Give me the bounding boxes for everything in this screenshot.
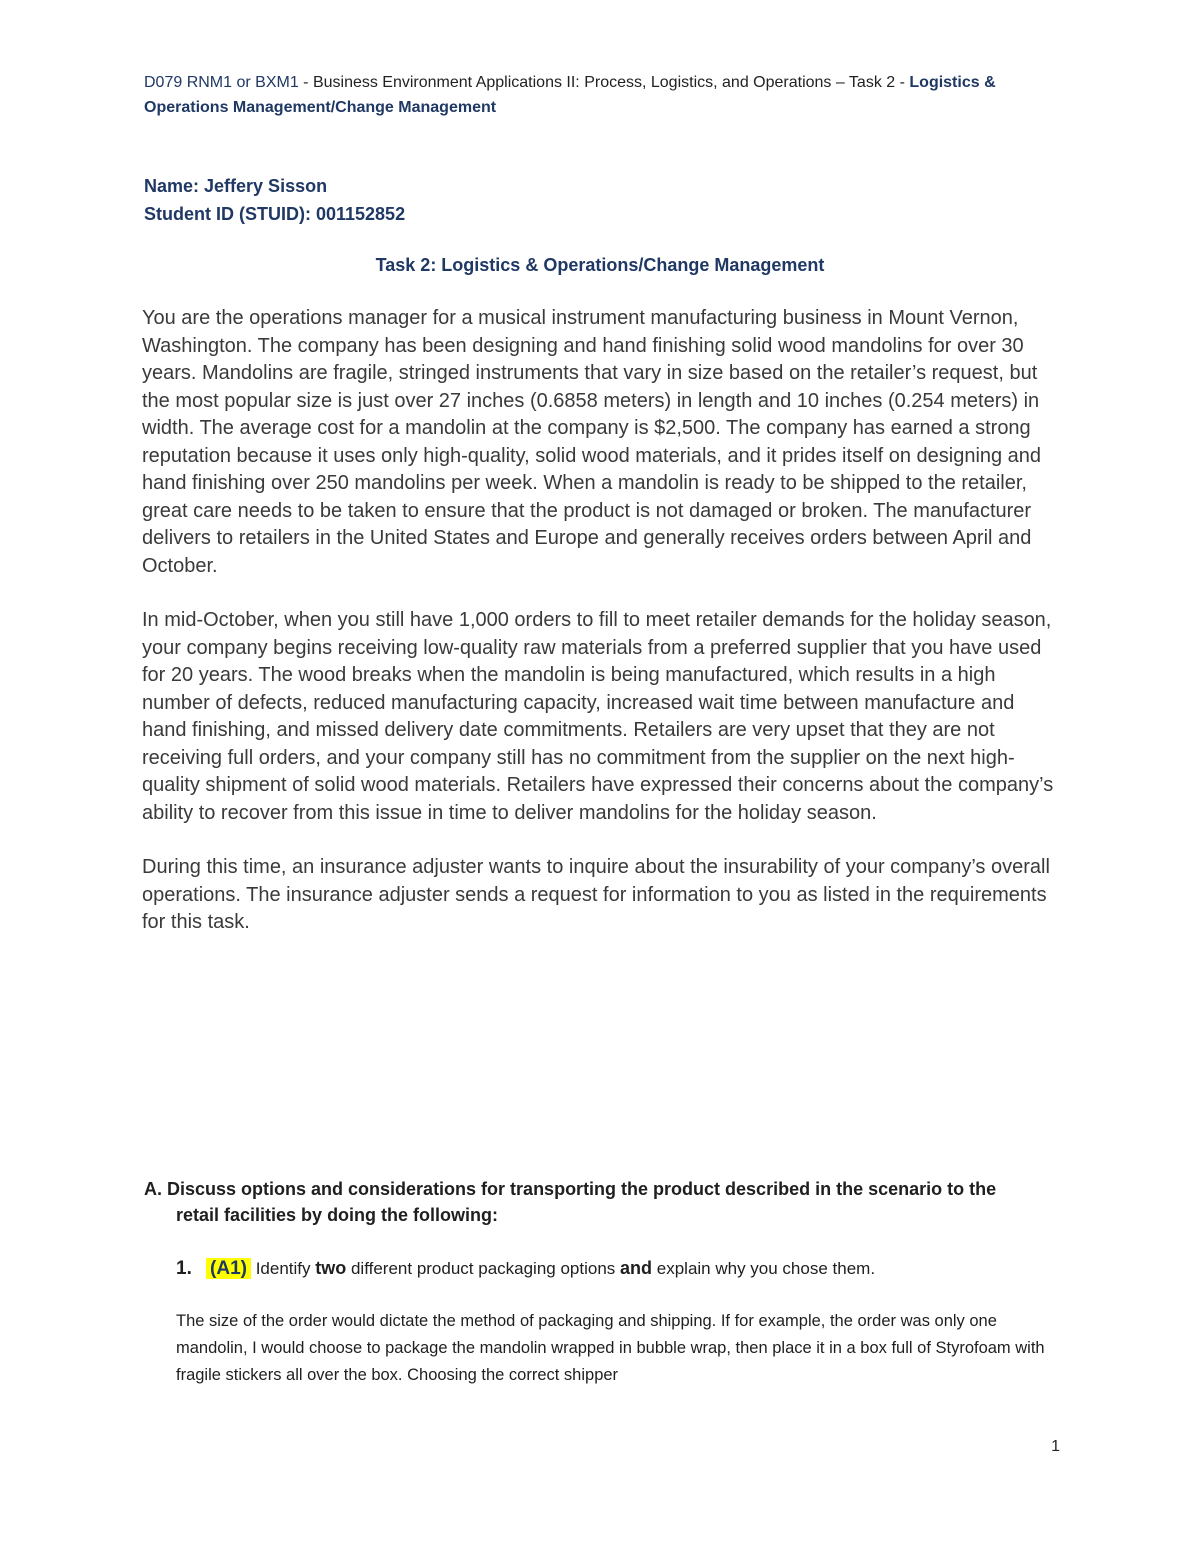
student-id: Student ID (STUID): 001152852 — [144, 204, 406, 224]
course-code: D079 RNM1 or BXM1 — [144, 74, 299, 91]
task-title: Task 2: Logistics & Operations/Change Management — [375, 255, 825, 275]
course-title: - Business Environment Applications II: Process, Logistics, and Operations – Task 2 - — [298, 74, 910, 91]
scenario-paragraph-2: In mid-October, when you still have 1,000 orders to fill to meet retailer demands for the holiday season, your company begins receiving low-quality raw materials from a preferred supplier that you have used for 20 years. The wood breaks when the mandolin is being manufactured, which results in a high number of defects, reduced manufacturing capacity, increased wait time between manufacture and hand finishing, and missed delivery date commitments. Retailers are very upset that they are not receiving full orders, and your company still has no commitment from the supplier on the next high-quality shipment of solid wood materials. Retailers have expressed their concerns about the company’s ability to recover from this issue in time to deliver mandolins for the holiday season. — [142, 609, 1054, 824]
requirement-strong-2: and — [620, 1258, 653, 1278]
student-name: Name: Jeffery Sisson — [144, 176, 328, 196]
course-title-bold: Logistics & Operations Management/Change Management — [144, 74, 996, 116]
requirement-a1 — [176, 1255, 1056, 1282]
requirement-number: 1. — [176, 1258, 192, 1279]
section-a-title: A. Discuss options and considerations for transporting the product described in the scenario to the retail facilities by doing the following: — [144, 1179, 997, 1225]
document-header — [144, 70, 1064, 120]
scenario-paragraph-3: During this time, an insurance adjuster wants to inquire about the insurability of your company’s overall operations. The insurance adjuster sends a request for information to you as listed in the requirements for this task. — [142, 856, 1050, 933]
requirement-text-2: different product packaging options — [346, 1259, 621, 1278]
requirement-strong-1: two — [315, 1258, 347, 1278]
section-a-heading — [144, 1176, 1044, 1228]
answer-a1: The size of the order would dictate the method of packaging and shipping. If for example, the order was only one mandolin, I would choose to package the mandolin wrapped in bubble wrap, then place it in a box full of Styrofoam with fragile stickers all over the box. Choosing the correct shipper — [176, 1312, 1045, 1384]
page-number: 1 — [1051, 1438, 1060, 1455]
scenario-paragraph-1: You are the operations manager for a musical instrument manufacturing business in Mount Vernon, Washington. The company has been designing and hand finishing solid wood mandolins for over 30 years. Mandolins are fragile, stringed instruments that vary in size based on the retailer’s request, but the most popular size is just over 27 inches (0.6858 meters) in length and 10 inches (0.254 meters) in width. The average cost for a mandolin at the company is $2,500. The company has earned a strong reputation because it uses only high-quality, solid wood materials, and it prides itself on designing and hand finishing over 250 mandolins per week. When a mandolin is ready to be shipped to the retailer, great care needs to be taken to ensure that the product is not damaged or broken. The manufacturer delivers to retailers in the United States and Europe and generally receives orders between April and October. — [142, 307, 1042, 577]
requirement-text-3: explain why you chose them. — [652, 1259, 876, 1278]
requirement-tag-highlight: (A1) — [206, 1258, 251, 1279]
requirement-text-1: Identify — [250, 1259, 316, 1278]
student-info — [144, 172, 1044, 228]
scenario-text — [142, 305, 1060, 964]
